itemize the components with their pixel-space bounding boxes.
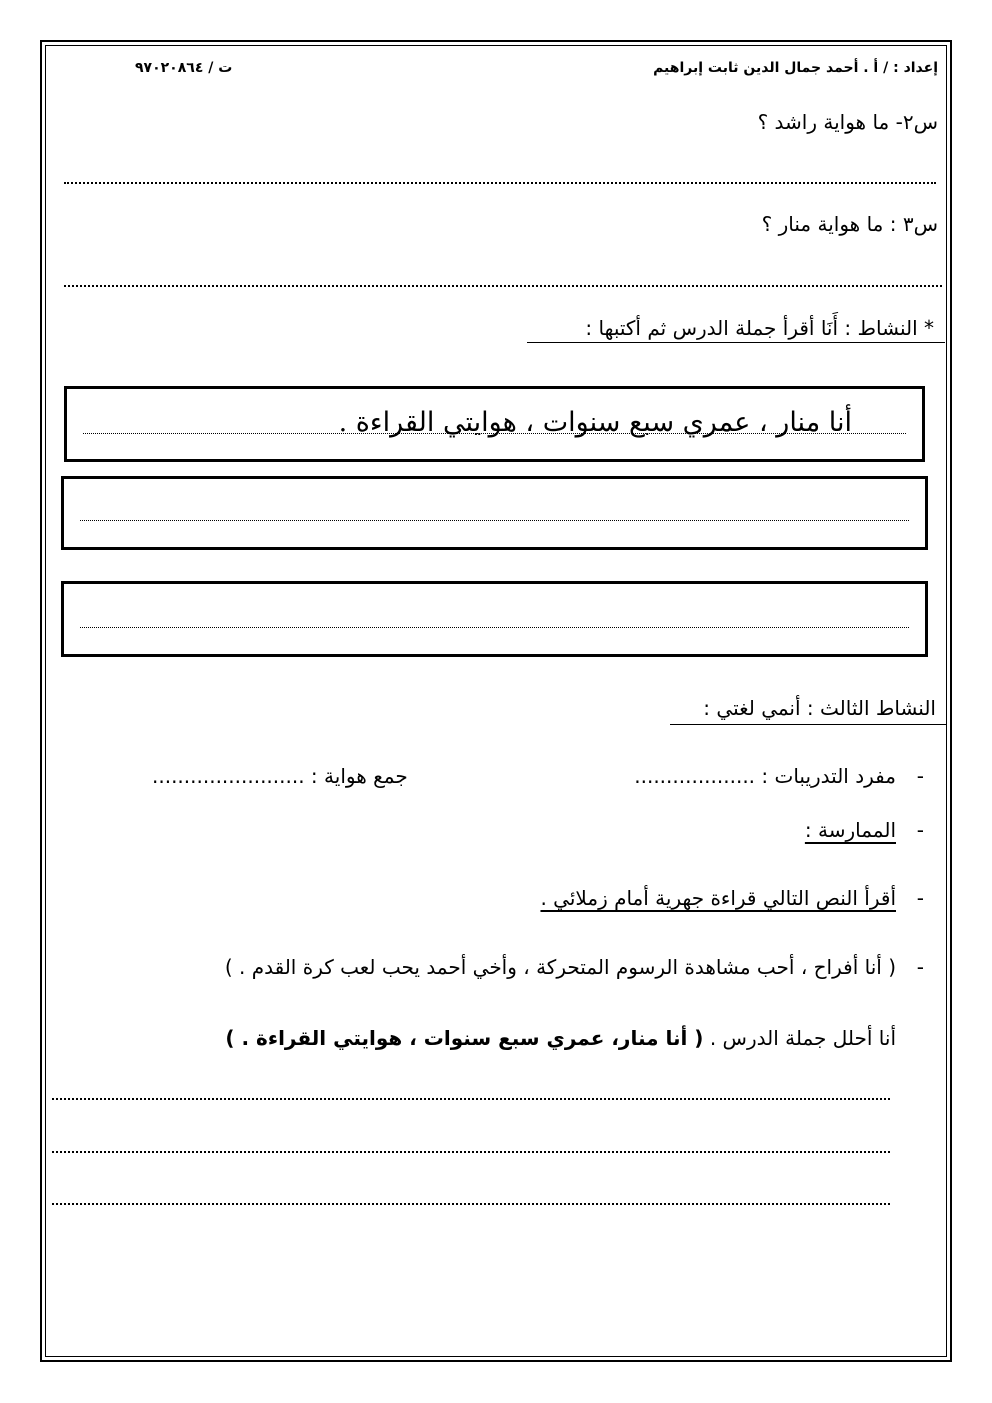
question-2: س٢- ما هواية راشد ؟ [757,110,938,134]
writing-box-2[interactable] [61,476,928,550]
writing-box-1[interactable] [64,386,925,462]
writing-box-2-line [80,520,909,521]
activity-1-title: * النشاط : أَنَا أقرأ جملة الدرس ثم أكتبها : [585,316,934,340]
analyze-target-sentence: ( أنا منار، عمري سبع سنوات ، هوايتي القراءة . ) [225,1026,704,1050]
activity-1-underline [527,342,945,343]
answer-line-q2[interactable] [64,182,936,184]
bullet-passage: - [916,955,924,979]
writing-box-3[interactable] [61,581,928,657]
analyze-instruction: أنا أحلل جملة الدرس . [709,1026,896,1050]
practice-label: الممارسة : [804,818,896,842]
analysis-line-3[interactable] [52,1203,890,1205]
analysis-line-2[interactable] [52,1151,890,1153]
question-3: س٣ : ما هواية منار ؟ [761,212,938,236]
activity-3-underline [670,724,946,725]
phone-number: ت / ٩٧٠٢٠٨٦٤ [135,60,233,76]
analyze-sentence-row [225,1026,896,1050]
vocab-plural: جمع هواية : ........................ [152,764,408,788]
lesson-sentence: أنا منار ، عمري سبع سنوات ، هوايتي القراءة . [338,407,852,438]
read-instruction: أقرأ النص التالي قراءة جهرية أمام زملائي . [540,886,896,910]
bullet-vocab: - [916,764,924,788]
bullet-read: - [916,886,924,910]
writing-box-3-line [80,627,909,628]
author-credit: إعداد : / أ . أحمد جمال الدين ثابت إبراهيم [653,60,938,76]
answer-line-q3[interactable] [64,285,942,287]
reading-passage: ( أنا أفراح ، أحب مشاهدة الرسوم المتحركة ، وأخي أحمد يحب لعب كرة القدم . ) [224,955,896,979]
analysis-line-1[interactable] [52,1098,890,1100]
vocab-singular: مفرد التدريبات : ................... [634,764,896,788]
activity-3-title: النشاط الثالث : أنمي لغتي : [703,696,936,720]
bullet-practice: - [916,818,924,842]
